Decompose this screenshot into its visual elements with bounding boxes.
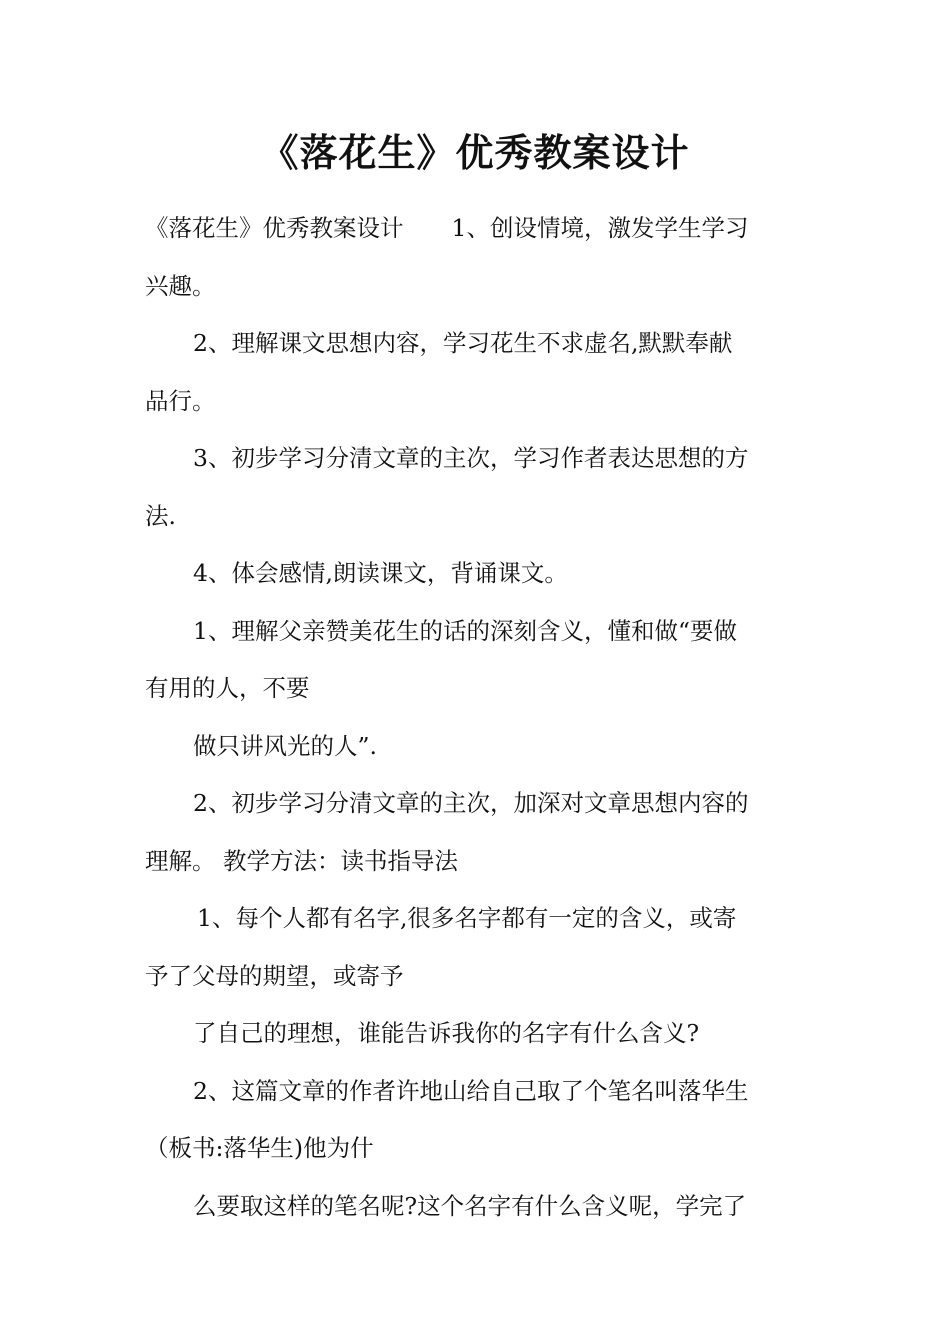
paragraph-line-9: 有用的人，不要 (145, 674, 310, 702)
paragraph-line-1 (145, 200, 809, 258)
paragraph-line-10: 做只讲风光的人”. (193, 731, 377, 760)
paragraph-line-5: 3、初步学习分清文章的主次，学习作者表达思想的方 (193, 444, 749, 472)
paragraph-line-6: 法. (145, 501, 176, 530)
intro-title-text: 《落花生》优秀教案设计 (145, 214, 404, 242)
paragraph-line-15: 了自己的理想，谁能告诉我你的名字有什么含义? (193, 1019, 700, 1047)
paragraph-line-14: 予了父母的期望，或寄予 (145, 961, 404, 990)
paragraph-line-17: （板书:落华生)他为什 (145, 1134, 374, 1162)
paragraph-line-2: 兴趣。 (145, 271, 216, 300)
paragraph-line-11: 2、初步学习分清文章的主次，加深对文章思想内容的 (193, 789, 749, 817)
document-body (145, 200, 809, 1235)
paragraph-line-3: 2、理解课文思想内容，学习花生不求虚名,默默奉献 (193, 329, 733, 357)
paragraph-line-18: 么要取这样的笔名呢?这个名字有什么含义呢，学完了 (193, 1191, 747, 1220)
paragraph-line-16: 2、这篇文章的作者许地山给自己取了个笔名叫落华生 (193, 1076, 749, 1105)
paragraph-line-8: 1、理解父亲赞美花生的话的深刻含义，懂和做“要做 (193, 616, 737, 645)
paragraph-line-12: 理解。 教学方法：读书指导法 (145, 846, 458, 875)
document-title: 《落花生》优秀教案设计 (260, 131, 690, 175)
paragraph-line-13: 1、每个人都有名字,很多名字都有一定的含义，或寄 (197, 904, 737, 932)
paragraph-line-7: 4、体会感情,朗读课文，背诵课文。 (193, 559, 568, 587)
objective-1-text: 1、创设情境，激发学生学习 (451, 214, 749, 242)
paragraph-line-4: 品行。 (145, 386, 216, 415)
